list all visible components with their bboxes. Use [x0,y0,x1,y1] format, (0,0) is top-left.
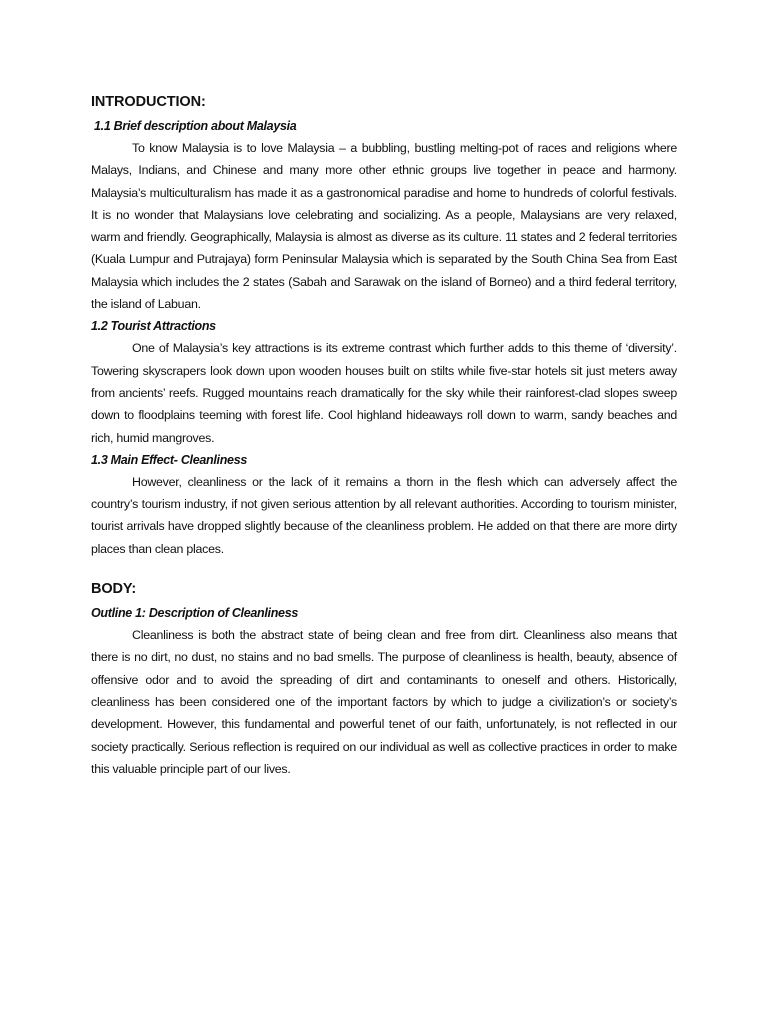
paragraph-tourist-attractions: One of Malaysia’s key attractions is its extreme contrast which further adds to this theme of ‘diversity’. Towering skyscrapers look down upon wooden houses built on stilts while five-star hotels sit just meters away from ancients’ reefs. Rugged mountains reach dramatically for the sky while their rainforest-clad slopes sweep down to floodplains teeming with forest life. Cool highland hideaways roll down to warm, sandy beaches and rich, humid mangroves. [91,341,677,445]
document-content [91,93,677,780]
section-title-outline-1: Outline 1: Description of Cleanliness [91,606,298,621]
section-title-tourist-attractions: 1.2 Tourist Attractions [91,319,216,334]
introduction-heading: INTRODUCTION: [91,94,206,110]
section-title-main-effect: 1.3 Main Effect- Cleanliness [91,452,248,467]
paragraph-outline-1: Cleanliness is both the abstract state of being clean and free from dirt. Cleanliness also means that there is no dirt, no dust, no stains and no bad smells. The purpose of cleanliness is health, beauty, absence of offensive odor and to avoid the spreading of dirt and contaminants to oneself and others. Historically, cleanliness has been considered one of the important factors by which to judge a civilization’s or society’s development. However, this fundamental and powerful tenet of our faith, unfortunately, is not reflected in our society practically. Serious reflection is required on our individual as well as collective practices in order to make this valuable principle part of our lives. [91,628,677,776]
section-title-brief-description: 1.1 Brief description about Malaysia [94,119,297,133]
body-heading: BODY: [91,581,137,598]
paragraph-main-effect: However, cleanliness or the lack of it remains a thorn in the flesh which can adversely affect the country’s tourism industry, if not given serious attention by all relevant authorities. According to tourism minister, tourist arrivals have dropped slightly because of the cleanliness problem. He added on that there are more dirty places than clean places. [91,474,677,556]
paragraph-brief-description: To know Malaysia is to love Malaysia – a bubbling, bustling melting-pot of races and religions where Malays, Indians, and Chinese and many more other ethnic groups live together in peace and harmony. Malaysia’s multiculturalism has made it as a gastronomical paradise and home to hundreds of colorful festivals. It is no wonder that Malaysians love celebrating and socializing. As a people, Malaysians are very relaxed, warm and friendly. Geographically, Malaysia is almost as diverse as its culture. 11 states and 2 federal territories (Kuala Lumpur and Putrajaya) form Peninsular Malaysia which is separated by the South China Sea from East Malaysia which includes the 2 states (Sabah and Sarawak on the island of Borneo) and a third federal territory, the island of Labuan. [91,141,677,312]
